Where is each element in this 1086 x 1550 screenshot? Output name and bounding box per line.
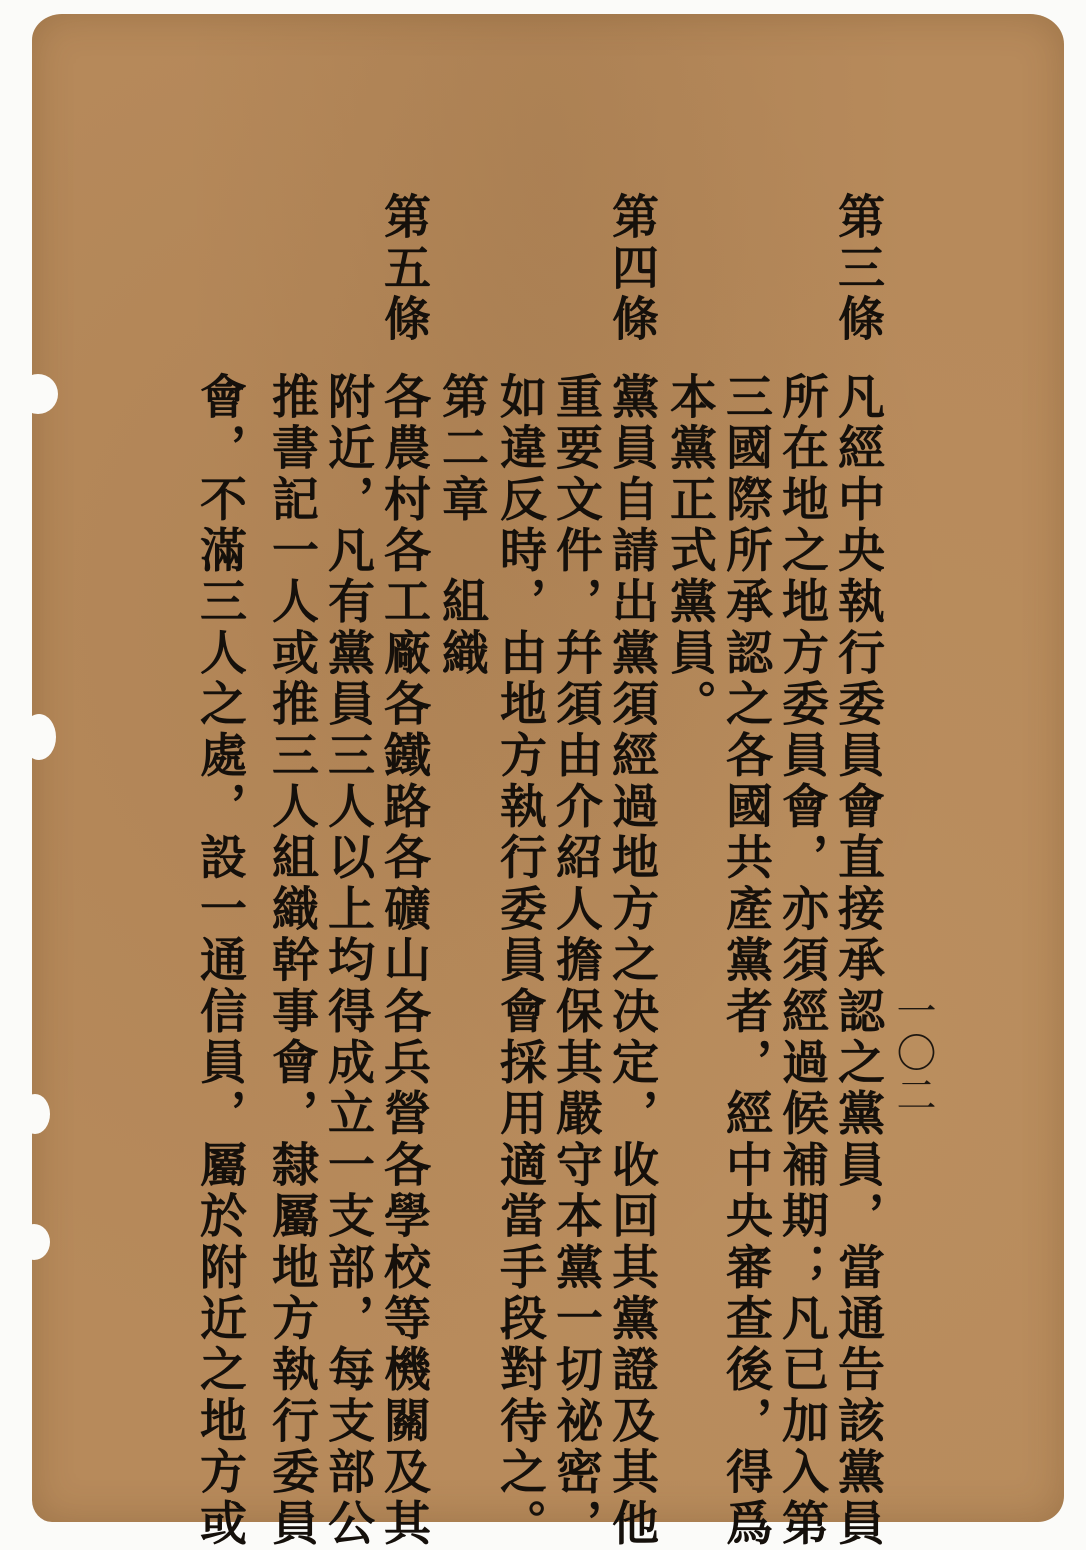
article-3-line-2: 所在地之地方委員會，亦須經過候補期；凡已加入第: [774, 372, 829, 1550]
chapter-2-heading: 第二章 組織: [434, 372, 489, 680]
article-3-line-3: 三國際所承認之各國共產黨者，經中央審查後，得爲: [718, 372, 773, 1550]
article-4-heading: 第四條: [604, 192, 659, 345]
paper-tear: [22, 714, 56, 760]
article-3-heading: 第三條: [830, 192, 885, 345]
paper-tear: [20, 1094, 50, 1134]
article-3-line-4: 本黨正式黨員。: [662, 372, 717, 731]
article-5-line-3: 推書記一人或推三人組織幹事會，隸屬地方執行委員: [264, 372, 319, 1550]
article-5-heading: 第五條: [376, 192, 431, 345]
paper-tear: [18, 1224, 50, 1260]
page-number: 一〇二: [890, 990, 936, 1116]
article-3-line-1: 凡經中央執行委員會直接承認之黨員，當通告該黨員: [830, 372, 885, 1550]
article-5-line-4: 會，不滿三人之處，設一通信員，屬於附近之地方或: [192, 372, 247, 1550]
article-4-line-3: 如違反時，由地方執行委員會採用適當手段對待之。: [492, 372, 547, 1550]
paper-tear: [18, 374, 58, 414]
article-5-line-2: 附近，凡有黨員三人以上均得成立一支部，每支部公: [320, 372, 375, 1550]
article-4-line-2: 重要文件，幷須由介紹人擔保其嚴守本黨一切祕密，: [548, 372, 603, 1550]
article-4-line-1: 黨員自請出黨須經過地方之决定，收回其黨證及其他: [604, 372, 659, 1550]
article-5-line-1: 各農村各工廠各鐵路各礦山各兵營各學校等機關及其: [376, 372, 431, 1550]
